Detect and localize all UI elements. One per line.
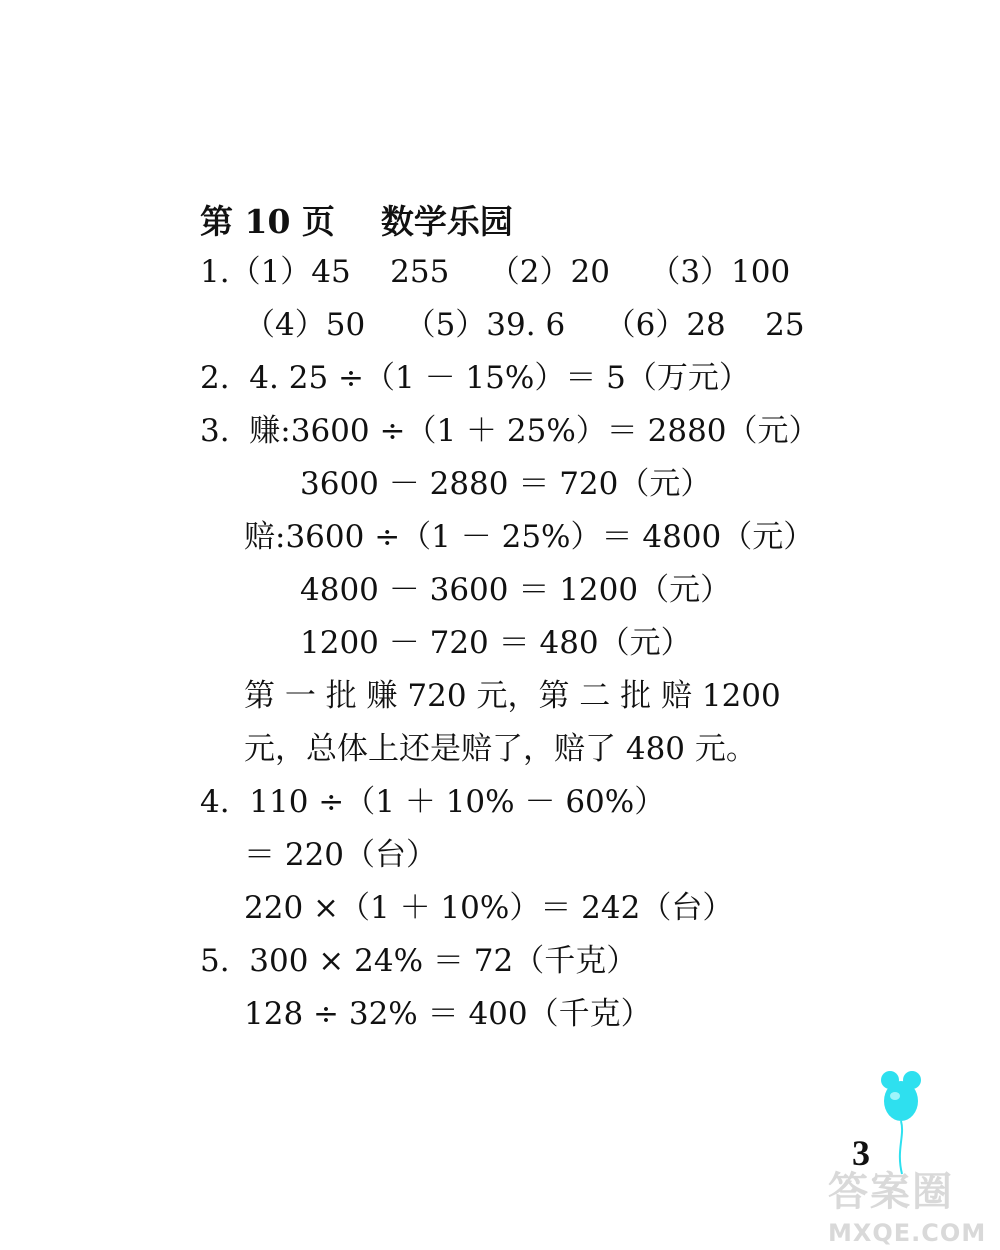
- answer-line-4b: ＝ 220（台）: [244, 837, 438, 873]
- answer-line-3b: 3600 － 2880 ＝ 720（元）: [300, 466, 712, 502]
- answer-line-1b: （4）50 （5）39. 6 （6）28 25: [244, 307, 805, 343]
- watermark-logo-text: 答案圈: [828, 1169, 954, 1215]
- watermark-url: MXQE.COM: [828, 1219, 987, 1247]
- watermark: [828, 1160, 986, 1247]
- answer-line-1a: 1.（1）45 255 （2）20 （3）100: [200, 254, 791, 290]
- answer-line-4a: 4. 110 ÷（1 ＋ 10% － 60%）: [200, 784, 666, 820]
- answer-line-4c: 220 ×（1 ＋ 10%）＝ 242（台）: [244, 890, 734, 926]
- answer-line-3c: 赔:3600 ÷（1 － 25%）＝ 4800（元）: [244, 519, 815, 555]
- answer-line-5b: 128 ÷ 32% ＝ 400（千克）: [244, 996, 652, 1032]
- answer-line-2: 2. 4. 25 ÷（1 － 15%）＝ 5（万元）: [200, 360, 750, 396]
- answer-line-5a: 5. 300 × 24% ＝ 72（千克）: [200, 943, 638, 979]
- section-title: 第 10 页 数学乐园: [200, 202, 513, 241]
- answer-line-3f: 第 一 批 赚 720 元，第 二 批 赔 1200: [244, 678, 781, 714]
- page-number: 3: [852, 1133, 870, 1173]
- answer-line-3g: 元，总体上还是赔了，赔了 480 元。: [244, 731, 757, 767]
- answer-line-3a: 3. 赚:3600 ÷（1 ＋ 25%）＝ 2880（元）: [200, 413, 820, 449]
- answer-line-3e: 1200 － 720 ＝ 480（元）: [300, 625, 692, 661]
- answer-line-3d: 4800 － 3600 ＝ 1200（元）: [300, 572, 732, 608]
